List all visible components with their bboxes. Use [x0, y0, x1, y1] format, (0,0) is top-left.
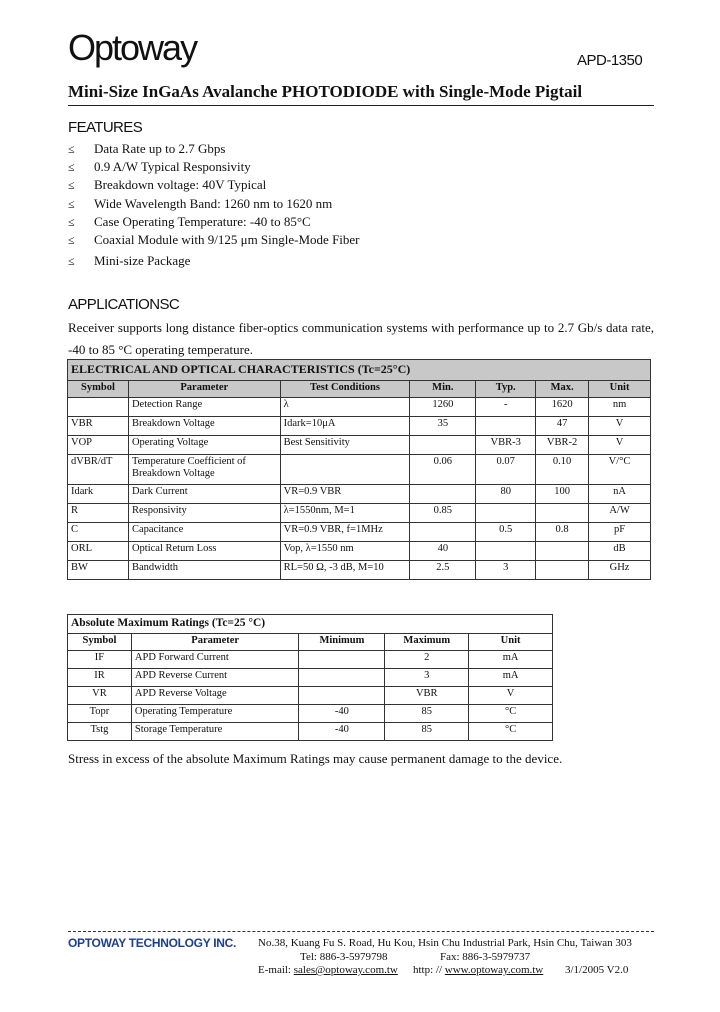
- feature-item: ≤ Mini-size Package: [68, 252, 191, 268]
- column-header: Min.: [410, 381, 476, 398]
- table-row: BW Bandwidth RL=50 Ω, -3 dB, M=10 2.5 3 GHz: [68, 561, 651, 580]
- column-header: Unit: [469, 634, 553, 651]
- table-row: Detection Range λ 1260 - 1620 nm: [68, 398, 651, 417]
- column-header: Minimum: [299, 634, 385, 651]
- footer-website: http: // www.optoway.com.tw: [413, 964, 544, 976]
- footer-email: E-mail: sales@optoway.com.tw: [258, 964, 398, 976]
- bullet-icon: ≤: [68, 214, 75, 229]
- table-row: Idark Dark Current VR=0.9 VBR 80 100 nA: [68, 485, 651, 504]
- column-header: Unit: [589, 381, 651, 398]
- document-title: Mini-Size InGaAs Avalanche PHOTODIODE with Single-Mode Pigtail: [68, 82, 583, 101]
- email-link[interactable]: sales@optoway.com.tw: [293, 964, 398, 976]
- stress-note: Stress in excess of the absolute Maximum Ratings may cause permanent damage to the device.: [68, 751, 563, 766]
- electrical-optical-table: [67, 359, 651, 580]
- column-header: Parameter: [128, 381, 280, 398]
- features-heading: FEATURES: [68, 119, 143, 136]
- table-row: Tstg Storage Temperature -40 85 °C: [68, 723, 553, 741]
- table-row: ORL Optical Return Loss Vop, λ=1550 nm 40 dB: [68, 542, 651, 561]
- column-header: Symbol: [68, 634, 132, 651]
- column-header: Maximum: [385, 634, 469, 651]
- table-row: IF APD Forward Current 2 mA: [68, 651, 553, 669]
- feature-item: ≤ Breakdown voltage: 40V Typical: [68, 177, 267, 193]
- part-number: APD-1350: [577, 52, 643, 69]
- table-row: VR APD Reverse Voltage VBR V: [68, 687, 553, 705]
- bullet-icon: ≤: [68, 178, 75, 193]
- bullet-icon: ≤: [68, 160, 75, 175]
- absolute-max-ratings-table: [67, 614, 553, 741]
- bullet-icon: ≤: [68, 142, 75, 156]
- footer-divider: [68, 931, 654, 932]
- column-header: Max.: [536, 381, 589, 398]
- title-divider: [68, 105, 654, 106]
- table-row: dVBR/dT Temperature Coefficient of Breakdown Voltage 0.06 0.07 0.10 V/°C: [68, 455, 651, 485]
- column-header: Parameter: [131, 634, 299, 651]
- table-row: C Capacitance VR=0.9 VBR, f=1MHz 0.5 0.8 pF: [68, 523, 651, 542]
- website-link[interactable]: www.optoway.com.tw: [444, 964, 544, 976]
- table-row: VOP Operating Voltage Best Sensitivity VBR-3 VBR-2 V: [68, 436, 651, 455]
- applications-heading: APPLICATIONSC: [68, 296, 180, 313]
- feature-item: ≤ Wide Wavelength Band: 1260 nm to 1620 nm: [68, 195, 333, 211]
- footer-address: No.38, Kuang Fu S. Road, Hu Kou, Hsin Chu Industrial Park, Hsin Chu, Taiwan 303: [258, 937, 632, 949]
- table-row: R Responsivity λ=1550nm, M=1 0.85 A/W: [68, 504, 651, 523]
- features-list: [68, 142, 628, 272]
- footer-fax: Fax: 886-3-5979737: [440, 951, 531, 963]
- table-row: IR APD Reverse Current 3 mA: [68, 669, 553, 687]
- amr-table-caption: Absolute Maximum Ratings (Tc=25 °C): [68, 615, 553, 634]
- column-header: Test Conditions: [280, 381, 410, 398]
- footer-date-version: 3/1/2005 V2.0: [565, 964, 629, 976]
- bullet-icon: ≤: [68, 253, 75, 268]
- company-logo: Optoway: [68, 27, 197, 68]
- table-row: Topr Operating Temperature -40 85 °C: [68, 705, 553, 723]
- feature-item: ≤ Case Operating Temperature: -40 to 85°C: [68, 213, 311, 229]
- feature-item: ≤ Data Rate up to 2.7 Gbps: [68, 141, 226, 156]
- eo-table-caption: ELECTRICAL AND OPTICAL CHARACTERISTICS (Tc=25°C): [68, 360, 651, 381]
- feature-item: ≤ Coaxial Module with 9/125 μm Single-Mode Fiber: [68, 231, 360, 247]
- footer-phone: Tel: 886-3-5979798: [300, 951, 388, 963]
- applications-text: Receiver supports long distance fiber-optics communication systems with performance up to 2.7 Gb/s data rate, -40 to 85 °C operating temperature.: [68, 320, 654, 357]
- column-header: Typ.: [476, 381, 536, 398]
- bullet-icon: ≤: [68, 196, 75, 211]
- table-row: VBR Breakdown Voltage Idark=10μA 35 47 V: [68, 417, 651, 436]
- footer-company-name: OPTOWAY TECHNOLOGY INC.: [68, 936, 237, 950]
- column-header: Symbol: [68, 381, 129, 398]
- bullet-icon: ≤: [68, 232, 75, 247]
- feature-item: ≤ 0.9 A/W Typical Responsivity: [68, 159, 251, 175]
